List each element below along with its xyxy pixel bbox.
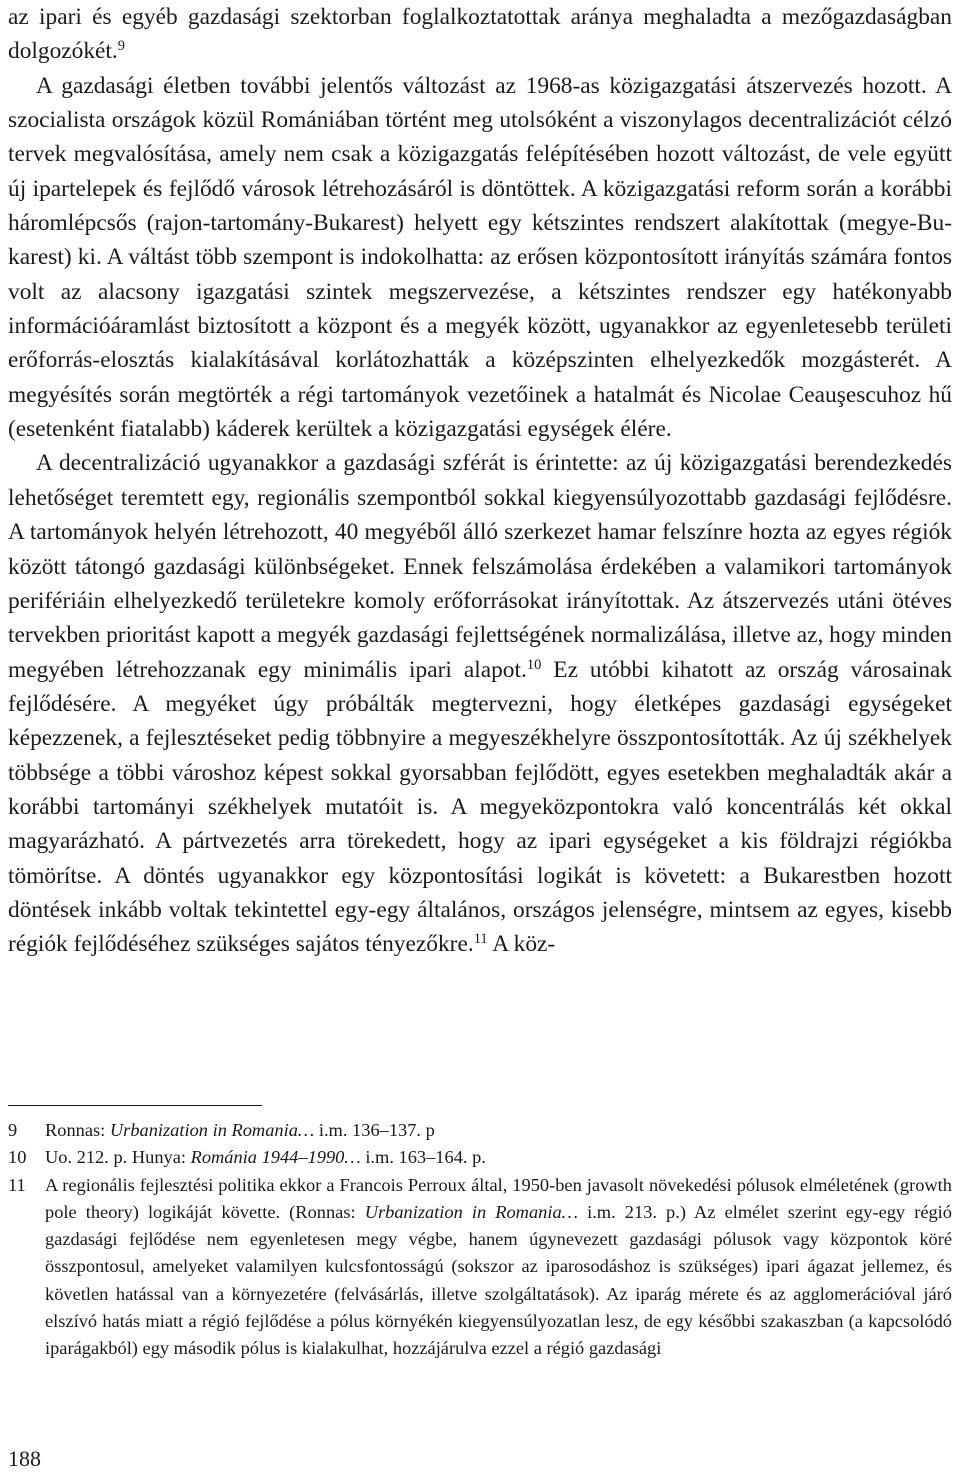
text-run: az ipari és egyéb gazdasági szektorban foglalkoztatottak aránya meghaladta a mezőgazdaságban dolgozókét. <box>8 4 952 65</box>
text-run: i.m. 213. p.) Az elmélet szerint egy-egy régió gazdasági fejlődése nem egyenletesen megy végbe, hanem úgynevezett gazdasági pólusok vagy központok köré összpontosul, amelyeket valamilyen kulcsfontosságú (sokszor az iparosodáshoz is szükséges) ipari ágazat jellemez, és követlen hatással van a környezetére (felvásárlás, illetve szolgáltatások). Az iparág mérete és az agglomerációval járó elszívó hatás miatt a régió fejlődése a pólus környékén kiegyensúlyozatlan lesz, de egy későbbi szakaszban (a kapcsolódó iparágakból) egy második pólus is kialakulhat, hozzájárulva ezzel a régió gazdasági <box>45 1201 952 1359</box>
footnotes <box>8 1117 952 1363</box>
paragraph <box>8 69 952 447</box>
italic-title: Románia 1944–1990… <box>190 1147 361 1168</box>
footnote <box>8 1117 952 1144</box>
footnote-reference: 11 <box>473 931 488 948</box>
text-run: i.m. 163–164. p. <box>360 1147 486 1168</box>
paragraph <box>8 446 952 961</box>
footnote-separator <box>8 1105 262 1106</box>
footnote-reference: 10 <box>526 656 542 673</box>
text-run: A regionális fejlesztési politika ekkor a Francois Perroux által, 1950-ben javasolt növekedési pólusok elméletének (growth pole theory) logikáját követte. (Ronnas: <box>45 1174 952 1222</box>
text-run: Ronnas: <box>45 1120 110 1140</box>
text-run: i.m. 136–137. p <box>314 1120 435 1140</box>
text-run: A gazdasági életben további jelentős változást az 1968-as közigazgatási átszervezés hozott. A szocialista országok közül Romániában történt meg utolsóként a viszonylagos decentralizációt célzó tervek megvalósítása, amely nem csak a közigazgatás felépítésében hozott változást, de vele együtt új ipartelepek és fejlődő városok létrehozásáról is döntöttek. A közigazgatási reform során a korábbi háromlépcsős (rajon-tartomány-Bukarest) helyett egy kétszintes rendszert alakítottak (megye-Bukarest) ki. A váltást több szempont is indokolhatta: az erősen központosított irányítás számára fontos volt az alacsony igazgatási szintek megszervezése, a kétszintes rendszer egy hatékonyabb információáramlást biztosított a központ és a megyék között, ugyanakkor az egyenletesebb területi erőforrás-elosztás kialakításával korlátozhatták a középszinten elhelyezkedők mozgásterét. A megyésítés során megtörték a régi tartományok vezetőinek a hatalmát és Nicolae Ceauşescuhoz hű (esetenként fiatalabb) káderek kerültek a közigazgatási egységek élére. <box>8 72 952 443</box>
footnote-number: 9 <box>8 1120 18 1140</box>
footnote-reference: 9 <box>117 38 126 55</box>
page-number: 188 <box>8 1446 41 1471</box>
footnote <box>8 1172 952 1363</box>
book-page <box>8 0 952 1476</box>
footnote-text <box>45 1117 952 1144</box>
text-run: A köz- <box>487 931 556 958</box>
footnote-text <box>45 1172 952 1363</box>
footnote <box>8 1144 952 1171</box>
text-run: Ez utóbbi kihatott az ország városainak fejlődésére. A megyéket úgy próbálták megtervezni, hogy életképes gazdasági egységeket képezzenek, a fejlesztéseket pedig többnyire a megyeszékhelyre összpontosították. Az új székhelyek többsége a többi városhoz képest sokkal gyorsabban fejlődött, egyes esetekben meghaladták akár a korábbi tartományi székhelyek mutatóit is. A megyeközpontokra való koncentrálás két okkal magyarázható. A pártvezetés arra törekedett, hogy az ipari egységeket a kis földrajzi régiókba tömörítse. A döntés ugyanakkor egy központosítási logikát is követett: a Bukarestben hozott döntések inkább voltak tekintettel egy-egy általános, országos jelenségre, mintsem az egyes, kisebb régiók fejlődéséhez szükséges sajátos tényezőkre. <box>8 656 953 958</box>
italic-title: Urbanization in Romania… <box>109 1120 315 1140</box>
italic-title: Urbanization in Romania… <box>364 1201 579 1222</box>
footnote-number: 10 <box>8 1147 27 1168</box>
footnote-number: 11 <box>8 1174 26 1195</box>
footnote-text <box>45 1144 952 1171</box>
text-run: A decentralizáció ugyanakkor a gazdasági szférát is érintette: az új közigazgatási berendezkedés lehetőséget teremtett egy, regionális szempontból sokkal kiegyensúlyozottabb gazdasági fejlődésre. A tartományok helyén létrehozott, 40 megyéből álló szerkezet hamar felszínre hozta az egyes régiók között tátongó gazdasági különbségeket. Ennek felszámolása érdekében a valamikori tartományok perifériáin elhelyezkedő területekre komoly erőforrásokat irányítottak. Az átszervezés utáni ötéves tervekben prioritást kapott a megyék gazdasági fejlettségének normalizálása, illetve az, hogy minden megyében létrehozzanak egy minimális ipari alapot. <box>8 450 952 683</box>
main-text <box>8 0 952 962</box>
paragraph <box>8 0 952 69</box>
text-run: Uo. 212. p. Hunya: <box>45 1147 191 1168</box>
